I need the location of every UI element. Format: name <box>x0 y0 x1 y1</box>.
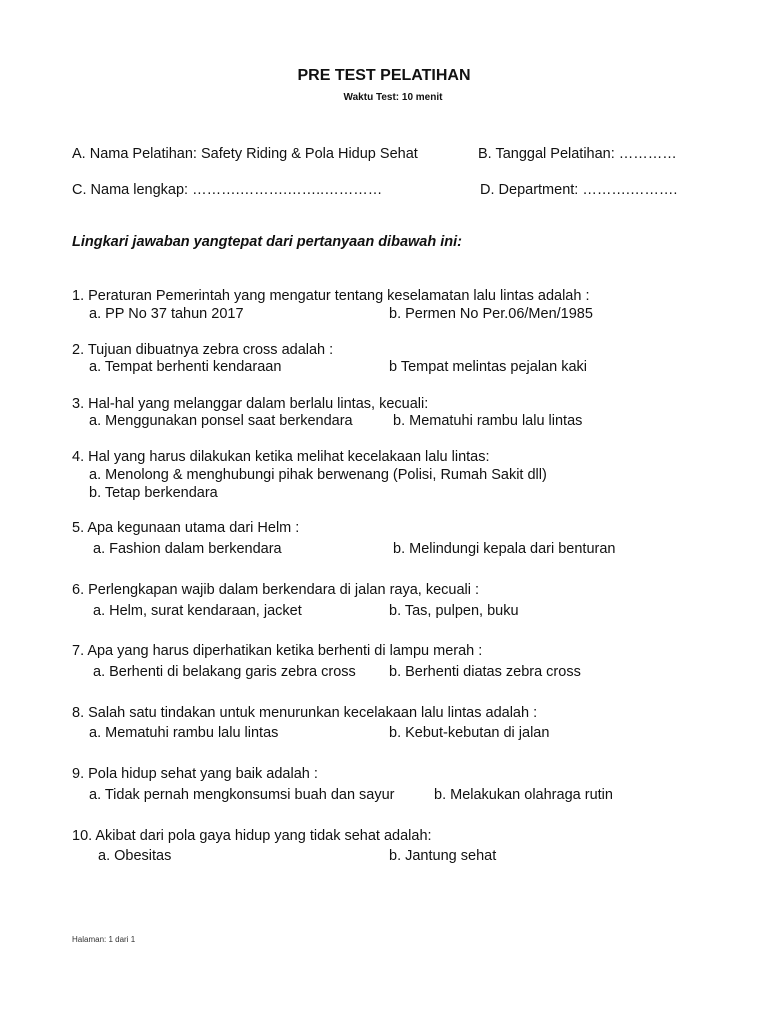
question-9-option-b: b. Melakukan olahraga rutin <box>434 787 613 803</box>
question-6-option-b: b. Tas, pulpen, buku <box>389 603 519 619</box>
question-10-option-a: a. Obesitas <box>98 848 172 864</box>
question-3-option-a: a. Menggunakan ponsel saat berkendara <box>89 413 353 429</box>
question-3-option-b: b. Mematuhi rambu lalu lintas <box>393 413 583 429</box>
question-2: 2. Tujuan dibuatnya zebra cross adalah : <box>72 342 334 358</box>
question-1: 1. Peraturan Pemerintah yang mengatur tentang keselamatan lalu lintas adalah : <box>72 288 590 304</box>
full-name-field: C. Nama lengkap: ……….……….……..………… <box>72 182 383 198</box>
question-2-option-a: a. Tempat berhenti kendaraan <box>89 359 282 375</box>
question-4-option-a: a. Menolong & menghubungi pihak berwenang (Polisi, Rumah Sakit dll) <box>89 467 547 483</box>
training-date-field: B. Tanggal Pelatihan: ………… <box>478 146 677 162</box>
question-9: 9. Pola hidup sehat yang baik adalah : <box>72 766 318 782</box>
question-8: 8. Salah satu tindakan untuk menurunkan kecelakaan lalu lintas adalah : <box>72 705 538 721</box>
question-2-option-b: b Tempat melintas pejalan kaki <box>389 359 588 375</box>
page-title: PRE TEST PELATIHAN <box>297 67 471 84</box>
question-7-option-b: b. Berhenti diatas zebra cross <box>389 664 581 680</box>
question-10-option-b: b. Jantung sehat <box>389 848 497 864</box>
question-6: 6. Perlengkapan wajib dalam berkendara di jalan raya, kecuali : <box>72 582 480 598</box>
question-3: 3. Hal-hal yang melanggar dalam berlalu lintas, kecuali: <box>72 396 429 412</box>
training-name-field: A. Nama Pelatihan: Safety Riding & Pola Hidup Sehat <box>72 146 418 162</box>
question-1-option-a: a. PP No 37 tahun 2017 <box>89 306 244 322</box>
question-5-option-a: a. Fashion dalam berkendara <box>93 541 282 557</box>
question-5: 5. Apa kegunaan utama dari Helm : <box>72 520 300 536</box>
question-4-option-b: b. Tetap berkendara <box>89 485 218 501</box>
question-5-option-b: b. Melindungi kepala dari benturan <box>393 541 616 557</box>
test-duration: Waktu Test: 10 menit <box>343 92 443 103</box>
question-9-option-a: a. Tidak pernah mengkonsumsi buah dan sayur <box>89 787 395 803</box>
instruction-text: Lingkari jawaban yangtepat dari pertanyaan dibawah ini: <box>72 234 462 250</box>
question-8-option-a: a. Mematuhi rambu lalu lintas <box>89 725 279 741</box>
question-6-option-a: a. Helm, surat kendaraan, jacket <box>93 603 302 619</box>
question-10: 10. Akibat dari pola gaya hidup yang tidak sehat adalah: <box>72 828 432 844</box>
question-7: 7. Apa yang harus diperhatikan ketika berhenti di lampu merah : <box>72 643 483 659</box>
department-field: D. Department: ……….………. <box>480 182 678 198</box>
page-number-footer: Halaman: 1 dari 1 <box>72 935 136 944</box>
question-7-option-a: a. Berhenti di belakang garis zebra cross <box>93 664 356 680</box>
question-8-option-b: b. Kebut-kebutan di jalan <box>389 725 550 741</box>
question-4: 4. Hal yang harus dilakukan ketika melihat kecelakaan lalu lintas: <box>72 449 490 465</box>
question-1-option-b: b. Permen No Per.06/Men/1985 <box>389 306 593 322</box>
